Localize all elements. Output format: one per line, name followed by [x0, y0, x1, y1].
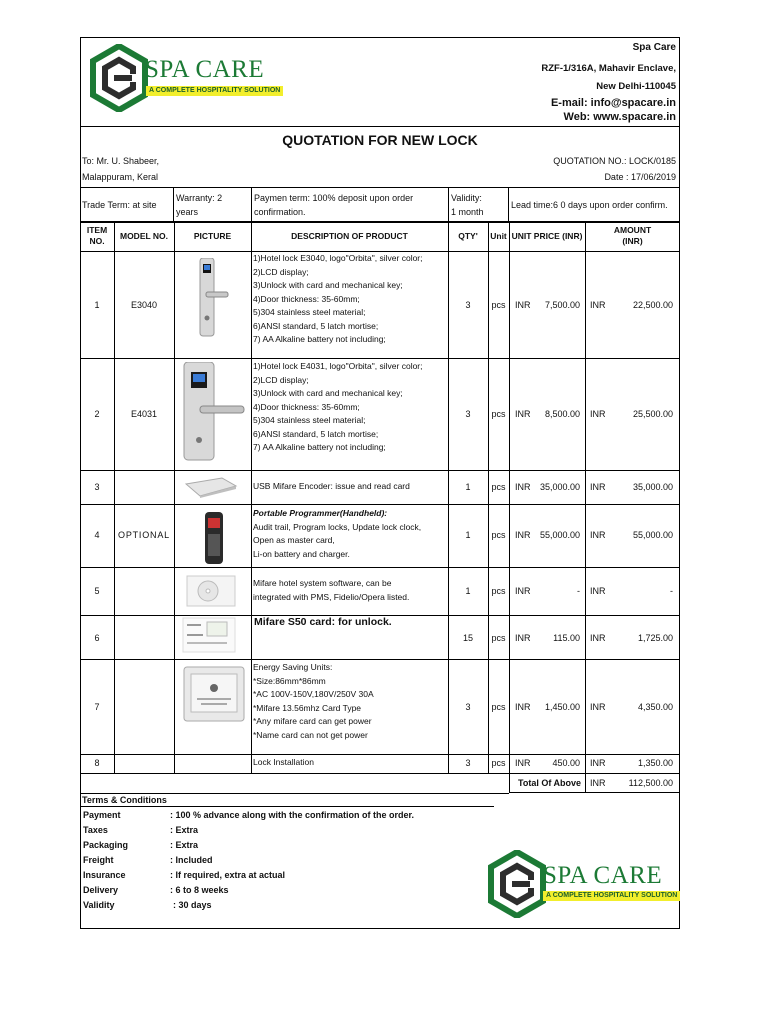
- desc-item-4: [253, 507, 421, 561]
- frame-bottom: [80, 928, 680, 929]
- condition-value: : 6 to 8 weeks: [170, 885, 229, 895]
- logo-mark-icon: [488, 850, 546, 918]
- unit-6: pcs: [491, 633, 506, 643]
- unit-2: pcs: [491, 409, 506, 419]
- header-amount-line1: AMOUNT: [613, 225, 652, 235]
- condition-value: : Extra: [170, 840, 199, 850]
- company-address1: RZF-1/316A, Mahavir Enclave,: [541, 63, 676, 74]
- company-logo-footer: [488, 848, 678, 920]
- amount-currency-5: INR: [590, 586, 606, 596]
- desc-line: 1)Hotel lock E4031, logo"Orbita", silver color;: [253, 361, 423, 371]
- model-no-4: OPTIONAL: [118, 530, 170, 540]
- warranty-line1: Warranty: 2: [176, 193, 223, 203]
- item-no-1: 1: [94, 300, 100, 310]
- company-name: Spa Care: [632, 42, 676, 53]
- header-item: [80, 225, 114, 247]
- company-address2: New Delhi-110045: [596, 81, 676, 92]
- desc-line: 5)304 stainless steel material;: [253, 307, 366, 317]
- price-currency-3: INR: [515, 482, 531, 492]
- condition-key: Delivery: [83, 885, 119, 895]
- desc-line: 3)Unlock with card and mechanical key;: [253, 280, 403, 290]
- desc-item-1: [253, 252, 423, 347]
- amount-5: -: [670, 586, 673, 596]
- price-currency-4: INR: [515, 530, 531, 540]
- qty-6: 15: [462, 633, 473, 643]
- desc-line: 6)ANSI standard, 5 latch mortise;: [253, 428, 379, 439]
- frame-right: [679, 37, 680, 929]
- unit-1: pcs: [491, 300, 506, 310]
- unit-price-8: 450.00: [552, 758, 580, 768]
- amount-currency-8: INR: [590, 758, 606, 768]
- logo-text-footer: SPA CARE: [543, 862, 663, 889]
- condition-key: Validity: [83, 900, 115, 910]
- desc-line: 6)ANSI standard, 5 latch mortise;: [253, 320, 379, 331]
- unit-price-2: 8,500.00: [544, 409, 580, 419]
- desc-line: 4)Door thickness: 35-60mm;: [253, 293, 360, 304]
- row-line-4: [80, 567, 680, 568]
- payment-term-line1: Paymen term: 100% deposit upon order: [254, 193, 414, 203]
- recipient-name: To: Mr. U. Shabeer,: [82, 156, 160, 166]
- row-line-7: [80, 754, 680, 755]
- unit-price-6: 115.00: [553, 633, 580, 643]
- validity-line2: 1 month: [451, 207, 484, 217]
- desc-line: Mifare hotel system software, can be: [253, 578, 392, 588]
- page-title: QUOTATION FOR NEW LOCK: [282, 132, 478, 148]
- door-lock-image: [198, 258, 230, 338]
- total-currency: INR: [590, 778, 606, 788]
- condition-value: : Extra: [170, 825, 199, 835]
- software-cd-image: [186, 575, 236, 607]
- card-encoder-image: [182, 476, 238, 498]
- condition-key: Freight: [83, 855, 114, 865]
- price-currency-7: INR: [515, 702, 531, 712]
- trade-term: Trade Term: at site: [82, 200, 157, 210]
- header-unit: Unit: [490, 231, 507, 241]
- unit-price-7: 1,450.00: [544, 702, 580, 712]
- condition-value: : 100 % advance along with the confirmation of the order.: [170, 810, 415, 820]
- col-line-price: [585, 222, 586, 792]
- row-line-6: [80, 659, 680, 660]
- unit-price-3: 35,000.00: [539, 482, 580, 492]
- product-image-e3040: [198, 258, 222, 338]
- lead-time: Lead time:6 0 days upon order confirm.: [511, 200, 668, 210]
- amount-3: 35,000.00: [632, 482, 673, 492]
- qty-8: 3: [465, 758, 471, 768]
- unit-7: pcs: [491, 702, 506, 712]
- conditions-heading-underline: [80, 806, 494, 807]
- desc-line: Audit trail, Program locks, Update lock clock,: [253, 521, 422, 532]
- desc-line: Lock Installation: [253, 757, 314, 767]
- desc-item-2: [253, 360, 423, 455]
- terms-col-2: [251, 187, 252, 221]
- desc-line: 7) AA Alkaline battery not including;: [253, 442, 386, 452]
- amount-4: 55,000.00: [632, 530, 673, 540]
- header-qty: QTY': [458, 231, 478, 241]
- quotation-number: QUOTATION NO.: LOCK/0185: [553, 156, 676, 166]
- header-amount: [585, 225, 680, 247]
- price-currency-1: INR: [515, 300, 531, 310]
- header-model: MODEL NO.: [119, 231, 168, 241]
- desc-line: *Mifare 13.56mhz Card Type: [253, 702, 362, 713]
- payment-term-line2: confirmation.: [254, 207, 306, 217]
- mifare-card-image: [179, 614, 239, 656]
- qty-5: 1: [465, 586, 471, 596]
- amount-8: 1,350.00: [637, 758, 673, 768]
- qty-2: 3: [465, 409, 471, 419]
- company-logo: [90, 42, 280, 114]
- amount-currency-1: INR: [590, 300, 606, 310]
- col-line-picture: [251, 222, 252, 773]
- amount-2: 25,500.00: [632, 409, 673, 419]
- desc-line: Open as master card,: [253, 535, 335, 545]
- qty-7: 3: [465, 702, 471, 712]
- quotation-date: Date : 17/06/2019: [604, 172, 676, 182]
- item-no-4: 4: [94, 530, 100, 540]
- recipient-location: Malappuram, Keral: [82, 172, 159, 182]
- desc-item-5: [253, 577, 409, 604]
- desc-line: 3)Unlock with card and mechanical key;: [253, 388, 403, 398]
- desc-line: 5)304 stainless steel material;: [253, 415, 366, 425]
- header-amount-line2: (INR): [622, 236, 643, 246]
- table-top: [80, 222, 680, 223]
- header-unit-price: UNIT PRICE (INR): [511, 231, 583, 241]
- header-item-line1: ITEM: [86, 225, 108, 235]
- desc-line: 2)LCD display;: [253, 374, 309, 385]
- desc-line: 1)Hotel lock E3040, logo"Orbita", silver color;: [253, 253, 423, 263]
- desc-line: Li-on battery and charger.: [253, 548, 350, 559]
- col-line-model: [174, 222, 175, 773]
- unit-price-1: 7,500.00: [544, 300, 580, 310]
- logo-tagline-footer: A COMPLETE HOSPITALITY SOLUTION: [543, 891, 680, 901]
- logo-tagline: A COMPLETE HOSPITALITY SOLUTION: [146, 86, 283, 96]
- validity-line1: Validity:: [451, 193, 482, 203]
- item-no-2: 2: [94, 409, 100, 419]
- conditions-heading: Terms & Conditions: [82, 795, 167, 805]
- desc-line: *Size:86mm*86mm: [253, 675, 326, 686]
- desc-line: *AC 100V-150V,180V/250V 30A: [253, 689, 374, 699]
- desc-item-8: [253, 756, 314, 770]
- qty-1: 3: [465, 300, 471, 310]
- desc-line: 7) AA Alkaline battery not including;: [253, 334, 386, 344]
- header-item-line2: NO.: [89, 236, 105, 246]
- row-line-1: [80, 358, 680, 359]
- desc-line: integrated with PMS, Fidelio/Opera listed.: [253, 591, 410, 602]
- model-no-1: E3040: [130, 300, 158, 310]
- price-currency-5: INR: [515, 586, 531, 596]
- condition-key: Payment: [83, 810, 121, 820]
- amount-currency-7: INR: [590, 702, 606, 712]
- desc-line: USB Mifare Encoder: issue and read card: [253, 481, 410, 491]
- row-line-8: [80, 773, 680, 774]
- amount-7: 4,350.00: [637, 702, 673, 712]
- terms-col-4: [508, 187, 509, 221]
- qty-4: 1: [465, 530, 471, 540]
- desc-line: *Any mifare card can get power: [253, 716, 372, 726]
- terms-col-3: [448, 187, 449, 221]
- logo-mark-icon: [90, 44, 148, 112]
- product-image-e4031: [182, 362, 246, 462]
- product-image-programmer: [203, 512, 225, 564]
- header-picture: PICTURE: [193, 231, 232, 241]
- warranty-line2: years: [176, 207, 199, 217]
- unit-price-5: -: [577, 586, 580, 596]
- desc-item-3: [253, 480, 410, 494]
- condition-key: Packaging: [83, 840, 129, 850]
- condition-value: : 30 days: [173, 900, 212, 910]
- price-currency-2: INR: [515, 409, 531, 419]
- product-image-card: [179, 614, 239, 656]
- amount-currency-3: INR: [590, 482, 606, 492]
- condition-key: Taxes: [83, 825, 108, 835]
- desc-line: Portable Programmer(Handheld):: [253, 508, 388, 518]
- condition-key: Insurance: [83, 870, 126, 880]
- unit-8: pcs: [491, 758, 506, 768]
- logo-text: SPA CARE: [145, 56, 265, 83]
- total-line: [509, 792, 680, 793]
- desc-item-7: [253, 661, 374, 742]
- amount-currency-4: INR: [590, 530, 606, 540]
- energy-saving-switch-image: [183, 666, 245, 722]
- terms-row-top: [80, 187, 680, 188]
- desc-line: 4)Door thickness: 35-60mm;: [253, 401, 360, 412]
- condition-value: : Included: [170, 855, 213, 865]
- amount-1: 22,500.00: [632, 300, 673, 310]
- unit-4: pcs: [491, 530, 506, 540]
- handheld-programmer-image: [203, 512, 225, 564]
- condition-value: : If required, extra at actual: [170, 870, 286, 880]
- desc-line: 2)LCD display;: [253, 266, 309, 277]
- item-no-3: 3: [94, 482, 100, 492]
- header-description: DESCRIPTION OF PRODUCT: [291, 231, 408, 241]
- price-currency-8: INR: [515, 758, 531, 768]
- col-line-unit: [509, 222, 510, 792]
- terms-col-1: [173, 187, 174, 221]
- unit-price-4: 55,000.00: [539, 530, 580, 540]
- frame-top: [80, 37, 680, 38]
- product-image-software: [186, 575, 236, 607]
- product-image-energy-saver: [183, 666, 245, 722]
- row-line-2: [80, 470, 680, 471]
- model-no-2: E4031: [130, 409, 158, 419]
- desc-item-6: Mifare S50 card: for unlock.: [254, 616, 392, 628]
- amount-6: 1,725.00: [637, 633, 673, 643]
- header-divider: [80, 126, 680, 127]
- qty-3: 1: [465, 482, 471, 492]
- unit-3: pcs: [491, 482, 506, 492]
- total-label: Total Of Above: [518, 778, 581, 788]
- amount-currency-2: INR: [590, 409, 606, 419]
- company-web[interactable]: Web: www.spacare.in: [563, 111, 676, 123]
- item-no-8: 8: [94, 758, 100, 768]
- amount-currency-6: INR: [590, 633, 606, 643]
- total-amount: 112,500.00: [628, 778, 673, 788]
- desc-line: Energy Saving Units:: [253, 662, 333, 672]
- row-line-3: [80, 504, 680, 505]
- price-currency-6: INR: [515, 633, 531, 643]
- product-image-encoder: [182, 476, 238, 498]
- desc-line: *Name card can not get power: [253, 729, 368, 740]
- item-no-5: 5: [94, 586, 100, 596]
- door-lock-image: [182, 362, 246, 462]
- company-email[interactable]: E-mail: info@spacare.in: [550, 97, 676, 109]
- item-no-6: 6: [94, 633, 100, 643]
- item-no-7: 7: [94, 702, 100, 712]
- unit-5: pcs: [491, 586, 506, 596]
